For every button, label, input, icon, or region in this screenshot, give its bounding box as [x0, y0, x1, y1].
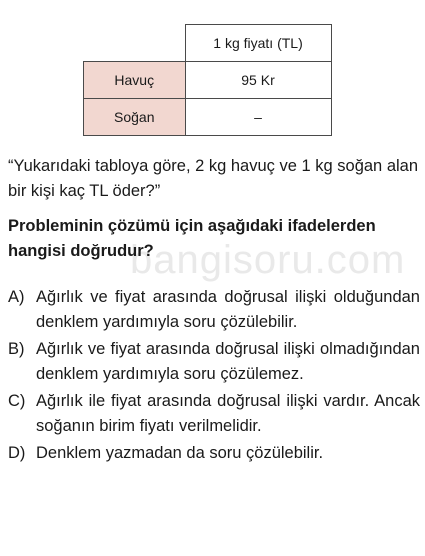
row-value-havuc: 95 Kr: [185, 62, 331, 99]
option-text: Denklem yazmadan da soru çözülebilir.: [36, 444, 324, 462]
table-row: [84, 99, 332, 136]
price-table: [83, 24, 332, 136]
option-letter: C): [8, 392, 26, 410]
option-text: Ağırlık ile fiyat arasında doğrusal ilişki vardır. Ancak soğanın birim fiyatı verilmelidir.: [36, 392, 420, 435]
option-d[interactable]: [8, 441, 420, 466]
option-text: Ağırlık ve fiyat arasında doğrusal ilişki olduğundan denklem yardımıyla soru çözülebilir.: [36, 288, 420, 331]
option-a[interactable]: [8, 285, 420, 335]
option-b[interactable]: [8, 337, 420, 387]
row-label-sogan: Soğan: [84, 99, 186, 136]
option-letter: A): [8, 288, 25, 306]
row-label-havuc: Havuç: [84, 62, 186, 99]
table-row: [84, 62, 332, 99]
answer-options: [8, 285, 420, 468]
option-text: Ağırlık ve fiyat arasında doğrusal ilişki olmadığından denklem yardımıyla soru çözülemez.: [36, 340, 420, 383]
option-letter: D): [8, 444, 26, 462]
option-letter: B): [8, 340, 25, 358]
problem-quote: “Yukarıdaki tabloya göre, 2 kg havuç ve 1 kg soğan alan bir kişi kaç TL öder?”: [8, 157, 419, 200]
row-value-sogan: –: [185, 99, 331, 136]
question-text: Probleminin çözümü için aşağıdaki ifadelerden hangisi doğrudur?: [8, 217, 376, 260]
option-c[interactable]: [8, 389, 420, 439]
table-corner-cell: [84, 25, 186, 62]
watermark: bangisoru.com: [130, 238, 406, 282]
table-header-row: [84, 25, 332, 62]
column-header: 1 kg fiyatı (TL): [185, 25, 331, 62]
